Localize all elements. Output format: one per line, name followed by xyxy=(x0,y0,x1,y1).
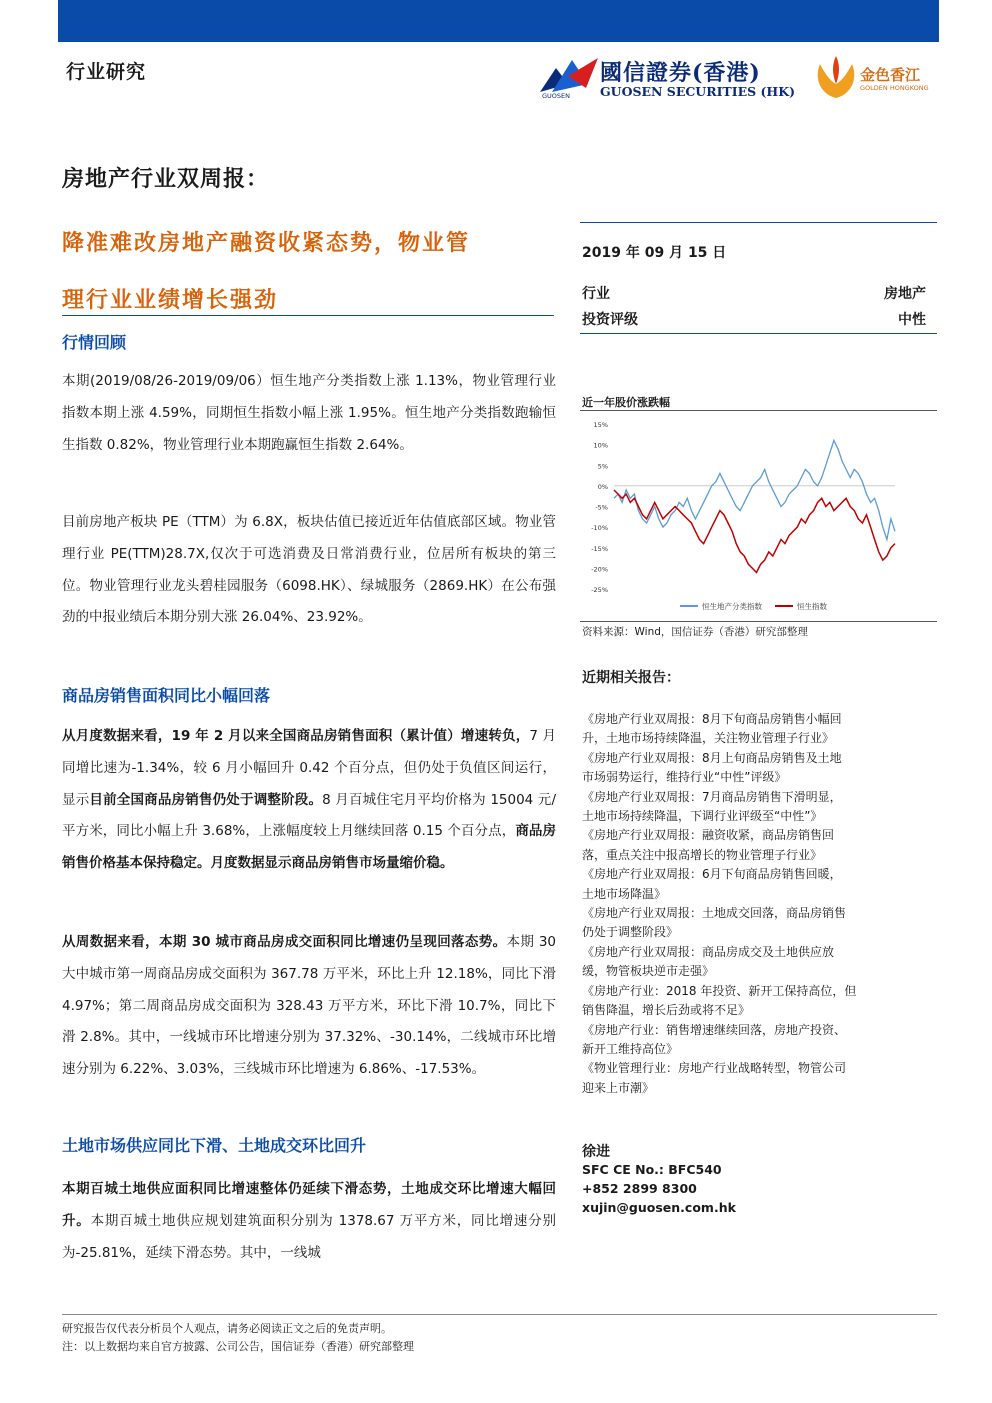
price-change-chart xyxy=(580,414,940,619)
market-review-paragraph-1: 本期(2019/08/26-2019/09/06）恒生地产分类指数上涨 1.13%，物业管理行业指数本期上涨 4.59%，同期恒生指数小幅上涨 1.95%。恒生地产分类指数跑输恒生指数 0.82%，物业管理行业本期跑赢恒生指数 2.64%。 xyxy=(62,373,556,453)
legend-label: 恒生地产分类指数 xyxy=(702,602,762,611)
series-line-property-index xyxy=(614,441,895,540)
partner-name-en: GOLDEN HONGKONG xyxy=(860,84,929,92)
company-name-cn: 國信證券(香港) xyxy=(600,60,761,86)
related-report-line: 《房地产行业双周报：土地成交回落，商品房销售 xyxy=(582,906,847,921)
chart-bottom-rule xyxy=(580,621,937,622)
sales-monthly-text-2: 8 月百城住宅月平均价格为 15004 元/平方米，同比小幅上升 3.68%，上涨幅度较上月继续回落 0.15 个百分点， xyxy=(62,791,556,840)
y-tick-label: -25% xyxy=(591,586,608,594)
footer-rule xyxy=(62,1314,937,1315)
company-name-en: GUOSEN SECURITIES (HK) xyxy=(600,84,795,99)
sidebar-top-rule xyxy=(580,222,937,223)
report-date: 2019 年 09 月 15 日 xyxy=(582,245,727,261)
partner-name-cn: 金色香江 xyxy=(860,66,921,84)
company-logo-caption: GUOSEN xyxy=(542,92,571,100)
report-title: 房地产行业双周报： xyxy=(62,167,270,192)
sidebar-mid-rule xyxy=(580,333,937,334)
y-tick-label: -10% xyxy=(591,524,608,533)
rating-label: 投资评级 xyxy=(582,312,638,328)
analyst-phone: +852 2899 8300 xyxy=(582,1181,697,1196)
market-review-paragraph-2: 目前房地产板块 PE（TTM）为 6.8X，板块估值已接近近年估值底部区域。物业管理行业 PE(TTM)28.7X,仅次于可选消费及日常消费行业，位居所有板块的第三位。物业管理行业龙头碧桂园服务（6098.HK）、绿城服务（2869.HK）在公布强劲的中报业绩后本期分别大涨 26.04%、23.92%。 xyxy=(62,514,556,626)
headline-line-2: 理行业业绩增长强劲 xyxy=(62,288,279,313)
section-label: 行业研究 xyxy=(66,61,147,83)
chart-title: 近一年股价涨跌幅 xyxy=(582,396,670,409)
related-report-line: 迎来上市潮》 xyxy=(582,1080,655,1095)
sales-weekly-text: 本期 30 大中城市第一周商品房成交面积为 367.78 万平米，环比上升 12.18%，同比下滑 4.97%；第二周商品房成交面积为 328.43 万平方米，环比下滑 10.7%，同比下滑 2.8%。其中，一线城市环比增速分别为 37.32%、-30.14%，二线城市环比增速分别为 6.22%、3.03%，三线城市环比增速为 6.86%、-17.53%。 xyxy=(62,934,556,1078)
related-report-line: 《房地产行业双周报：6月下旬商品房销售回暖， xyxy=(582,867,842,882)
y-tick-label: 10% xyxy=(593,441,608,450)
chart-title-rule xyxy=(580,410,937,411)
related-report-line: 《房地产行业双周报：8月下旬商品房销售小幅回 xyxy=(582,712,842,726)
section-heading-sales-area: 商品房销售面积同比小幅回落 xyxy=(62,686,271,705)
related-report-line: 《房地产行业双周报：7月商品房销售下滑明显， xyxy=(582,789,842,804)
y-tick-label: -5% xyxy=(595,503,608,512)
sales-monthly-bold-2: 目前全国商品房销售仍处于调整阶段。 xyxy=(89,791,323,808)
sales-weekly-bold: 从周数据来看，本期 30 城市商品房成交面积同比增速仍呈现回落态势。 xyxy=(62,934,507,950)
industry-label: 行业 xyxy=(582,286,610,302)
y-tick-label: -20% xyxy=(591,565,608,574)
related-report-line: 土地市场降温》 xyxy=(582,886,667,901)
sales-monthly-paragraph xyxy=(62,721,556,880)
data-source-note: 注：以上数据均来自官方披露、公司公告，国信证券（香港）研究部整理 xyxy=(62,1340,414,1353)
analyst-name: 徐进 xyxy=(582,1144,610,1160)
related-report-line: 仍处于调整阶段》 xyxy=(582,925,679,940)
land-market-bold: 本期百城土地供应面积同比增速整体仍延续下滑态势，土地成交环比增速大幅回升。 xyxy=(62,1181,556,1229)
headline-line-1: 降准难改房地产融资收紧态势，物业管 xyxy=(62,231,471,256)
related-report-line: 《房地产行业双周报：8月上旬商品房销售及土地 xyxy=(582,750,842,765)
related-report-line: 《房地产行业双周报：商品房成交及土地供应放 xyxy=(582,944,835,959)
legend-label: 恒生指数 xyxy=(797,602,827,611)
sales-monthly-bold-3: 商品房销售价格基本保持稳定。月度数据显示商品房销售市场量缩价稳。 xyxy=(62,823,557,872)
related-report-line: 升，土地市场持续降温，关注物业管理子行业》 xyxy=(582,731,835,746)
related-report-line: 新开工维持高位》 xyxy=(582,1041,679,1056)
top-banner xyxy=(58,0,939,42)
industry-value: 房地产 xyxy=(884,286,926,302)
y-tick-label: 15% xyxy=(593,421,608,429)
series-line-hang-seng-index xyxy=(614,490,895,573)
land-market-text: 本期百城土地供应规划建筑面积分别为 1378.67 万平方米，同比增速分别为-25.81%，延续下滑态势。其中，一线城 xyxy=(62,1212,556,1261)
sales-weekly-paragraph xyxy=(62,927,556,1086)
analyst-sfc: SFC CE No.: BFC540 xyxy=(582,1162,722,1177)
y-tick-label: -15% xyxy=(591,544,608,553)
headline-rule xyxy=(62,315,554,316)
y-tick-label: 0% xyxy=(597,482,608,491)
chart-source: 资料来源：Wind，国信证券（香港）研究部整理 xyxy=(582,626,808,638)
y-tick-label: 5% xyxy=(597,462,608,471)
related-report-line: 《房地产行业：销售增速继续回落，房地产投资、 xyxy=(582,1022,847,1037)
related-report-line: 《物业管理行业：房地产行业战略转型，物管公司 xyxy=(582,1061,847,1076)
guosen-logo-icon xyxy=(538,54,600,94)
related-report-line: 《房地产行业：2018 年投资、新开工保持高位，但 xyxy=(582,983,857,998)
related-reports-title: 近期相关报告： xyxy=(582,670,680,686)
related-reports-list xyxy=(582,710,922,1098)
related-report-line: 落，重点关注中报高增长的物业管理子行业》 xyxy=(582,847,823,862)
section-heading-market-review: 行情回顾 xyxy=(62,333,127,352)
disclaimer-line: 研究报告仅代表分析员个人观点，请务必阅读正文之后的免责声明。 xyxy=(62,1322,392,1335)
section-heading-land-market: 土地市场供应同比下滑、土地成交环比回升 xyxy=(62,1136,367,1155)
sales-monthly-bold-1: 从月度数据来看，19 年 2 月以来全国商品房销售面积（累计值）增速转负， xyxy=(62,728,530,744)
related-report-line: 《房地产行业双周报：融资收紧，商品房销售回 xyxy=(582,828,835,843)
land-market-paragraph xyxy=(62,1174,556,1269)
sales-monthly-text-1: 7 月同增比速为-1.34%，较 6 月小幅回升 0.42 个百分点，但仍处于负值区间运行，显示 xyxy=(62,728,556,808)
related-report-line: 市场弱势运行，维持行业“中性”评级》 xyxy=(582,770,787,785)
analyst-email[interactable]: xujin@guosen.com.hk xyxy=(582,1200,736,1215)
related-report-line: 土地市场持续降温，下调行业评级至“中性”》 xyxy=(582,809,823,824)
golden-hongkong-logo-icon xyxy=(810,54,862,102)
related-report-line: 缓，物管板块逆市走强》 xyxy=(582,964,715,979)
rating-value: 中性 xyxy=(898,312,926,328)
related-report-line: 销售降温，增长后劲或将不足》 xyxy=(582,1003,751,1018)
